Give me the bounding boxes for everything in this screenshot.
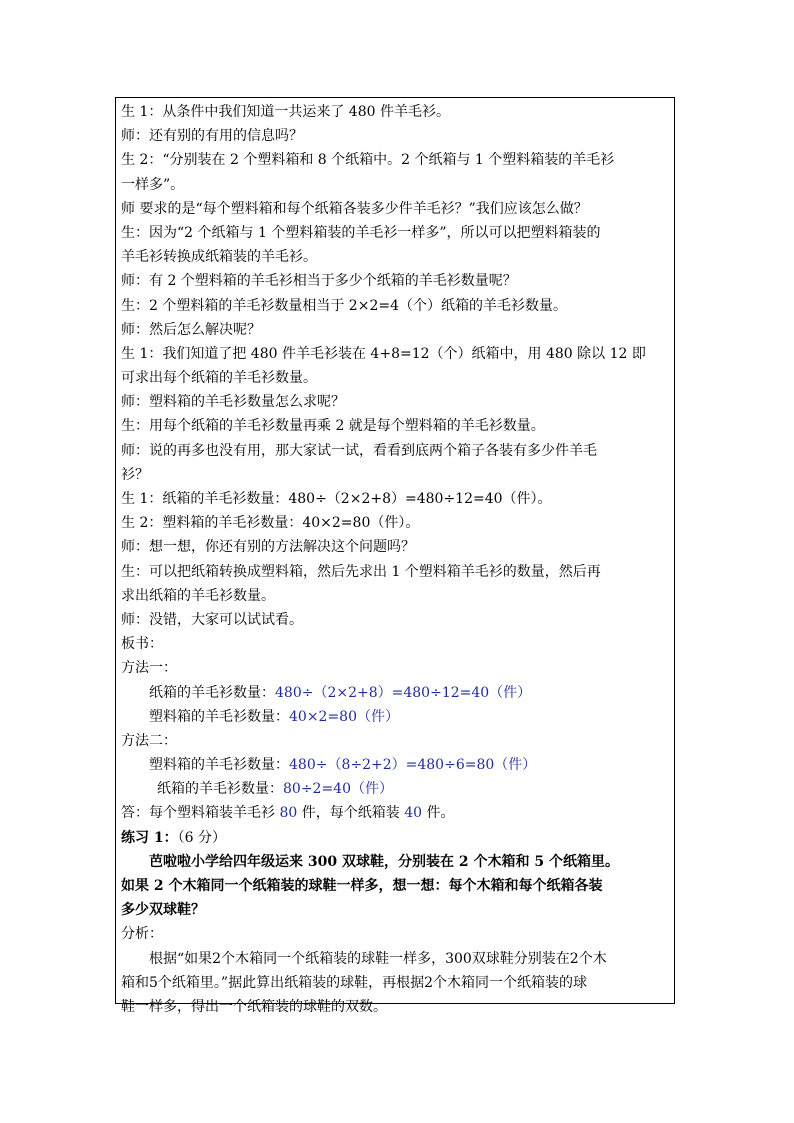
- text-line: 生：因为“2 个纸箱与 1 个塑料箱装的羊毛衫一样多”，所以可以把塑料箱装的: [121, 224, 601, 241]
- method1-line2: [121, 705, 670, 729]
- exercise-score: （6 分）: [177, 829, 226, 846]
- answer-num2: 40: [404, 805, 423, 822]
- text-line: 师：有 2 个塑料箱的羊毛衫相当于多少个纸箱的羊毛衫数量呢？: [121, 273, 517, 290]
- answer-suffix: 件。: [422, 805, 455, 822]
- text-line: 生 1：我们知道了把 480 件羊毛衫装在 4+8=12（个）纸箱中，用 480 除以 12 即: [121, 345, 646, 362]
- text-line: 生 2：塑料箱的羊毛衫数量：40×2=80（件）。: [121, 515, 420, 532]
- method1-heading: 方法一：: [121, 660, 177, 677]
- text-line: 师：还有别的有用的信息吗？: [121, 128, 303, 145]
- method2-line2: [121, 777, 670, 801]
- text-line: 可求出每个纸箱的羊毛衫数量。: [121, 370, 317, 387]
- text-line: 师：然后怎么解决呢？: [121, 321, 261, 338]
- analysis-line2: 箱和5个纸箱里。”据此算出纸箱装的球鞋，再根据2个木箱同一个纸箱装的球: [121, 974, 587, 991]
- text-line: 生：可以把纸箱转换成塑料箱，然后先求出 1 个塑料箱羊毛衫的数量，然后再: [121, 563, 601, 580]
- text-line: 生 2：“分别装在 2 个塑料箱和 8 个纸箱中。2 个纸箱与 1 个塑料箱装的羊毛衫: [121, 152, 615, 169]
- method2-heading: 方法二：: [121, 732, 177, 749]
- answer-line: [121, 801, 670, 825]
- method1-line2-label: 塑料箱的羊毛衫数量：: [149, 708, 289, 725]
- blackboard-label: 板书：: [121, 636, 163, 653]
- text-line: 生：2 个塑料箱的羊毛衫数量相当于 2×2=4（个）纸箱的羊毛衫数量。: [121, 297, 567, 314]
- text-line: 师：没错，大家可以试试看。: [121, 611, 303, 628]
- answer-prefix: 答：每个塑料箱装羊毛衫: [121, 805, 280, 822]
- answer-num1: 80: [279, 805, 298, 822]
- text-line: 生 1：纸箱的羊毛衫数量：480÷（2×2+8）=480÷12=40（件）。: [121, 491, 552, 507]
- method2-line1-formula: 480÷（8÷2+2）=480÷6=80（件）: [289, 757, 537, 774]
- analysis-line1: 根据“如果2个木箱同一个纸箱装的球鞋一样多，300双球鞋分别装在2个木: [149, 950, 607, 967]
- text-line: 生 1：从条件中我们知道一共运来了 480 件羊毛衫。: [121, 104, 450, 120]
- text-line: 师：想一想，你还有别的方法解决这个问题吗？: [121, 539, 415, 556]
- content-table-cell: [115, 97, 675, 1015]
- text-line: 羊毛衫转换成纸箱装的羊毛衫。: [121, 249, 317, 266]
- text-line: 求出纸箱的羊毛衫数量。: [121, 587, 275, 604]
- text-line: 衫？: [121, 466, 149, 483]
- method2-line1-label: 塑料箱的羊毛衫数量：: [149, 757, 289, 774]
- text-line: 师：说的再多也没有用，那大家试一试，看看到底两个箱子各装有多少件羊毛: [121, 442, 597, 459]
- exercise-problem-line3: 多少双球鞋？: [121, 902, 205, 919]
- text-line: 师 要求的是“每个塑料箱和每个纸箱各装多少件羊毛衫？”我们应该怎么做？: [121, 200, 588, 217]
- method2-line1: [121, 753, 670, 777]
- method2-line2-formula: 80÷2=40（件）: [283, 781, 393, 798]
- method1-line1-formula: 480÷（2×2+8）=480÷12=40（件）: [275, 684, 532, 701]
- text-line: 一样多”。: [121, 176, 185, 193]
- exercise-title-line: [121, 826, 670, 850]
- analysis-label: 分析：: [121, 926, 163, 943]
- exercise-title: 练习 1：: [121, 829, 178, 846]
- method1-line1: [121, 681, 670, 705]
- method1-line2-formula: 40×2=80（件）: [289, 708, 399, 725]
- answer-middle: 件，每个纸箱装: [297, 805, 405, 822]
- analysis-line3: 鞋一样多，得出一个纸箱装的球鞋的双数。: [121, 998, 387, 1015]
- exercise-problem-line2: 如果 2 个木箱同一个纸箱装的球鞋一样多，想一想：每个木箱和每个纸箱各装: [121, 878, 603, 894]
- method2-line2-label: 纸箱的羊毛衫数量：: [157, 781, 283, 798]
- method1-line1-label: 纸箱的羊毛衫数量：: [149, 684, 275, 701]
- text-line: 师：塑料箱的羊毛衫数量怎么求呢？: [121, 394, 345, 411]
- exercise-problem-line1: 芭啦啦小学给四年级运来 300 双球鞋，分别装在 2 个木箱和 5 个纸箱里。: [149, 853, 619, 870]
- text-line: 生：用每个纸箱的羊毛衫数量再乘 2 就是每个塑料箱的羊毛衫数量。: [121, 418, 545, 435]
